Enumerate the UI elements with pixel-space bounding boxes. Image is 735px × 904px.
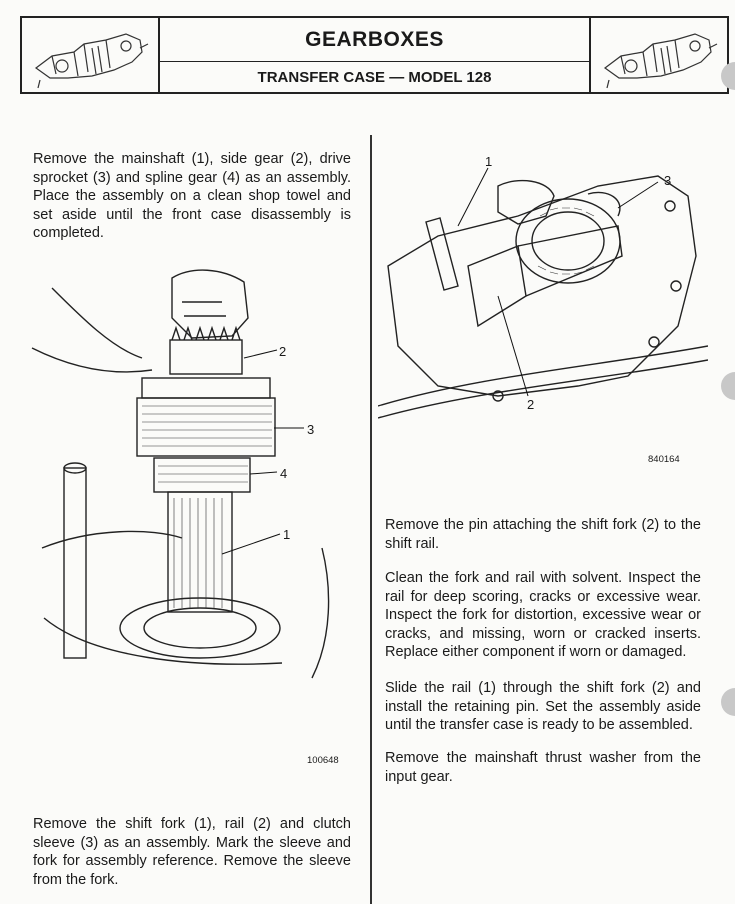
callout-1: 1 <box>485 154 493 169</box>
left-paragraph-1: Remove the mainshaft (1), side gear (2), drive sprocket (3) and spline gear (4) as an assembly. Place the assembly on a clean shop towel and set aside until the front case disassembly is completed. <box>33 151 351 242</box>
callout-3: 3 <box>664 173 672 188</box>
gearbox-icon <box>591 18 725 92</box>
gearbox-icon <box>22 18 156 92</box>
figure-number-right: 840164 <box>648 454 680 465</box>
page-header <box>20 16 729 94</box>
right-paragraph-1: Remove the pin attaching the shift fork (2) to the shift rail. <box>385 517 701 552</box>
mainshaft-assembly-illustration <box>22 258 352 698</box>
gearbox-logo-left <box>22 18 160 92</box>
shift-fork-illustration <box>378 146 708 426</box>
callout-4: 4 <box>280 466 288 481</box>
binder-hole-3 <box>721 688 735 716</box>
left-paragraph-2: Remove the shift fork (1), rail (2) and clutch sleeve (3) as an assembly. Mark the sleeve and fork for assembly reference. Remove the sleeve from the fork. <box>33 816 351 888</box>
callout-3: 3 <box>307 422 315 437</box>
page-subtitle: TRANSFER CASE — MODEL 128 <box>257 68 492 86</box>
page-title: GEARBOXES <box>160 18 589 62</box>
callout-2: 2 <box>279 344 287 359</box>
right-paragraph-4: Remove the mainshaft thrust washer from the input gear. <box>385 750 701 785</box>
figure-number-left: 100648 <box>307 755 339 766</box>
right-paragraph-2: Clean the fork and rail with solvent. Inspect the rail for deep scoring, cracks or excessive wear. Inspect the fork for distortion, excessive wear or cracks, and missing, worn or cracked inserts. Replace either component if worn or damaged. <box>385 570 701 661</box>
column-divider <box>370 135 372 904</box>
callout-1: 1 <box>283 527 291 542</box>
callout-2: 2 <box>527 397 535 412</box>
right-paragraph-3: Slide the rail (1) through the shift fork (2) and install the retaining pin. Set the assembly aside until the transfer case is ready to be assembled. <box>385 680 701 734</box>
binder-hole-2 <box>721 372 735 400</box>
gearbox-logo-right <box>589 18 727 92</box>
